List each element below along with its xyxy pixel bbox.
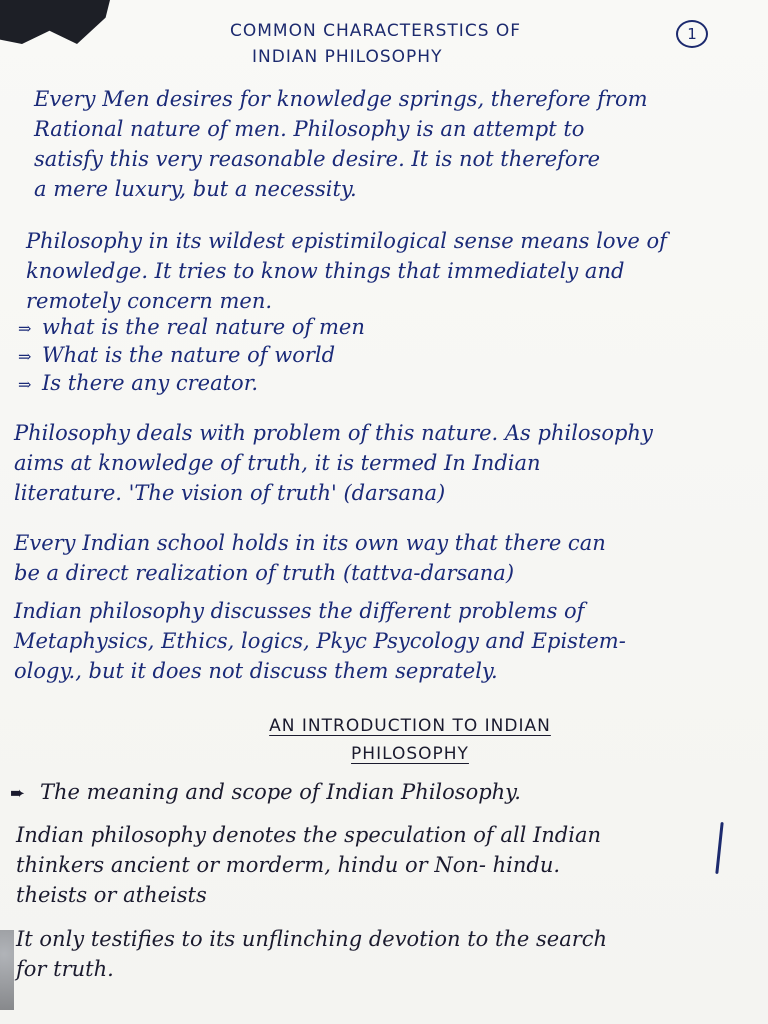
paragraph-line: It only testifies to its unflinching devotion to the search xyxy=(16,927,608,951)
paragraph-line: Indian philosophy discusses the different problems of xyxy=(14,599,585,623)
subheading xyxy=(10,780,730,804)
paragraph-line: knowledge. It tries to know things that immediately and xyxy=(26,259,625,283)
paragraph-line: Indian philosophy denotes the speculation of all Indian xyxy=(16,823,602,847)
title-line-2: INDIAN PHILOSOPHY xyxy=(252,47,443,67)
section-heading-continued xyxy=(220,744,600,764)
paragraph-line: literature. 'The vision of truth' (darsana) xyxy=(14,481,446,505)
page-number-badge xyxy=(676,20,708,48)
list-item-text: Is there any creator. xyxy=(42,371,259,395)
paragraph-knowledge-desire xyxy=(34,84,754,204)
paragraph-line: Metaphysics, Ethics, logics, Pkyc Psycology and Epistem- xyxy=(14,629,626,653)
paragraph-indian-philosophy-denotes xyxy=(16,820,736,910)
paragraph-line: satisfy this very reasonable desire. It is not therefore xyxy=(34,147,601,171)
page-title xyxy=(230,18,550,70)
section-heading-line-2: PHILOSOPHY xyxy=(351,744,469,764)
paragraph-line: Philosophy deals with problem of this nature. As philosophy xyxy=(14,421,653,445)
list-item xyxy=(18,314,718,342)
list-item-text: What is the nature of world xyxy=(42,343,336,367)
double-arrow-icon: ⇒ xyxy=(18,319,32,338)
paragraph-search-for-truth xyxy=(16,924,736,984)
paragraph-line: ology., but it does not discuss them seprately. xyxy=(14,659,498,683)
paragraph-line: be a direct realization of truth (tattva-darsana) xyxy=(14,561,515,585)
paragraph-philosophy-meaning xyxy=(26,226,746,316)
binding-clip-shape xyxy=(0,0,110,44)
paragraph-line: Every Men desires for knowledge springs, therefore from xyxy=(34,87,648,111)
paragraph-problems xyxy=(14,596,734,686)
list-item-text: what is the real nature of men xyxy=(42,315,365,339)
paragraph-line: thinkers ancient or morderm, hindu or Non- hindu. xyxy=(16,853,561,877)
title-line-1: COMMON CHARACTERSTICS OF xyxy=(230,21,522,41)
section-heading xyxy=(220,716,600,736)
binding-shadow xyxy=(0,930,14,1010)
double-arrow-icon: ⇒ xyxy=(18,347,32,366)
paragraph-line: theists or atheists xyxy=(16,883,207,907)
page-number: 1 xyxy=(687,25,697,43)
paragraph-line: a mere luxury, but a necessity. xyxy=(34,177,357,201)
double-arrow-icon: ⇒ xyxy=(18,375,32,394)
paragraph-line: aims at knowledge of truth, it is termed In Indian xyxy=(14,451,541,475)
paragraph-indian-school xyxy=(14,528,734,588)
paragraph-line: Philosophy in its wildest epistimilogical sense means love of xyxy=(26,229,667,253)
arrow-pointer-icon: ➨ xyxy=(10,783,26,804)
list-item xyxy=(18,370,718,398)
section-heading-line-1: AN INTRODUCTION TO INDIAN xyxy=(269,716,551,736)
paragraph-line: for truth. xyxy=(16,957,114,981)
paragraph-line: Every Indian school holds in its own way that there can xyxy=(14,531,606,555)
question-list xyxy=(18,314,718,398)
list-item xyxy=(18,342,718,370)
paragraph-vision-of-truth xyxy=(14,418,734,508)
paragraph-line: Rational nature of men. Philosophy is an attempt to xyxy=(34,117,585,141)
subheading-text: The meaning and scope of Indian Philosophy. xyxy=(40,780,521,804)
paragraph-line: remotely concern men. xyxy=(26,289,273,313)
